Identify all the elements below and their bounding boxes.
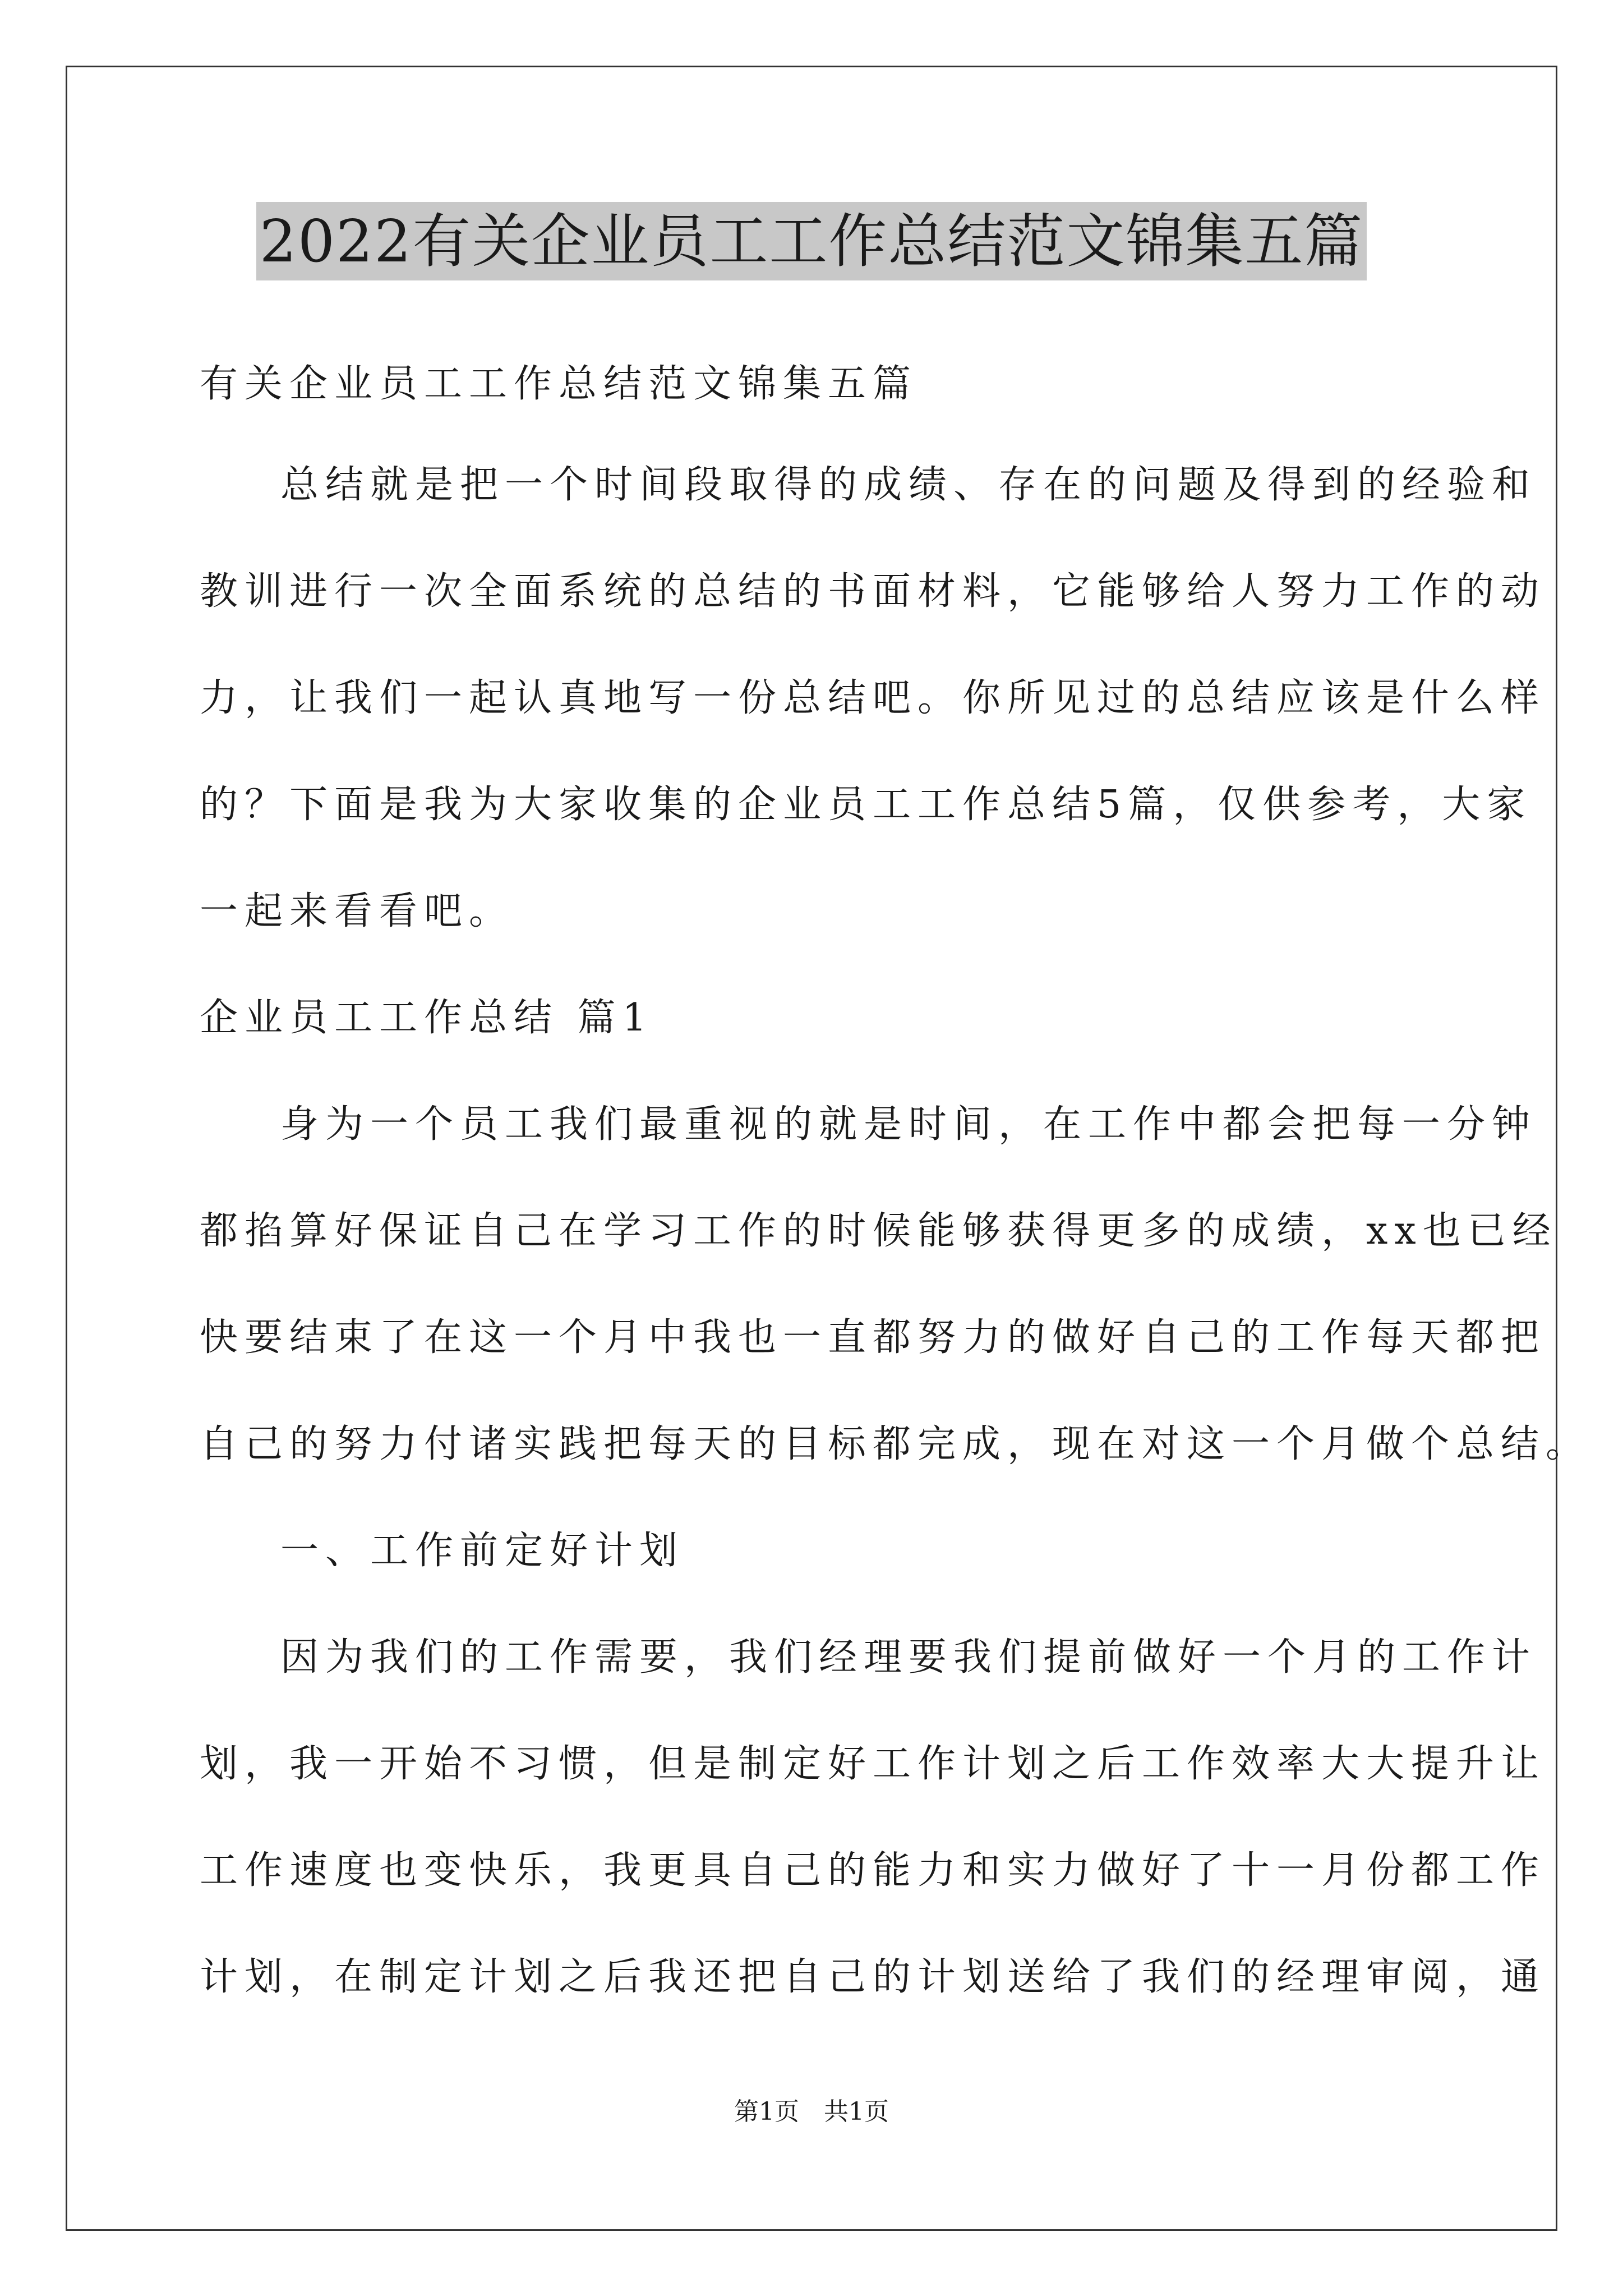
document-title-text: 2022有关企业员工工作总结范文锦集五篇 — [256, 202, 1367, 280]
paragraph-line: 工作速度也变快乐，我更具自己的能力和实力做好了十一月份都工作 — [200, 1848, 1546, 1893]
paragraph-line: 快要结束了在这一个月中我也一直都努力的做好自己的工作每天都把 — [200, 1315, 1546, 1360]
paragraph-line: 的？下面是我为大家收集的企业员工工作总结5篇，仅供参考，大家 — [200, 783, 1532, 827]
subsection-heading: 一、工作前定好计划 — [280, 1529, 685, 1573]
paragraph-line: 总结就是把一个时间段取得的成绩、存在的问题及得到的经验和 — [280, 463, 1537, 507]
paragraph-line: 都掐算好保证自己在学习工作的时候能够获得更多的成绩，xx也已经 — [200, 1209, 1557, 1253]
paragraph-line: 划，我一开始不习惯，但是制定好工作计划之后工作效率大大提升让 — [200, 1742, 1546, 1786]
page-footer: 第1页 共1页 — [734, 2097, 889, 2126]
paragraph-line: 身为一个员工我们最重视的就是时间，在工作中都会把每一分钟 — [280, 1102, 1537, 1147]
paragraph-line: 教训进行一次全面系统的总结的书面材料，它能够给人努力工作的动 — [200, 569, 1546, 614]
paragraph-line: 计划，在制定计划之后我还把自己的计划送给了我们的经理审阅，通 — [200, 1955, 1546, 1999]
paragraph-line: 力，让我们一起认真地写一份总结吧。你所见过的总结应该是什么样 — [200, 676, 1546, 720]
document-title — [0, 202, 1623, 280]
section-heading: 企业员工工作总结 篇1 — [200, 996, 653, 1040]
paragraph-line: 自己的努力付诸实践把每天的目标都完成，现在对这一个月做个总结。 — [200, 1422, 1591, 1466]
paragraph-line: 一起来看看吧。 — [200, 889, 514, 933]
paragraph-line: 因为我们的工作需要，我们经理要我们提前做好一个月的工作计 — [280, 1635, 1537, 1680]
subtitle-line: 有关企业员工工作总结范文锦集五篇 — [200, 362, 918, 406]
